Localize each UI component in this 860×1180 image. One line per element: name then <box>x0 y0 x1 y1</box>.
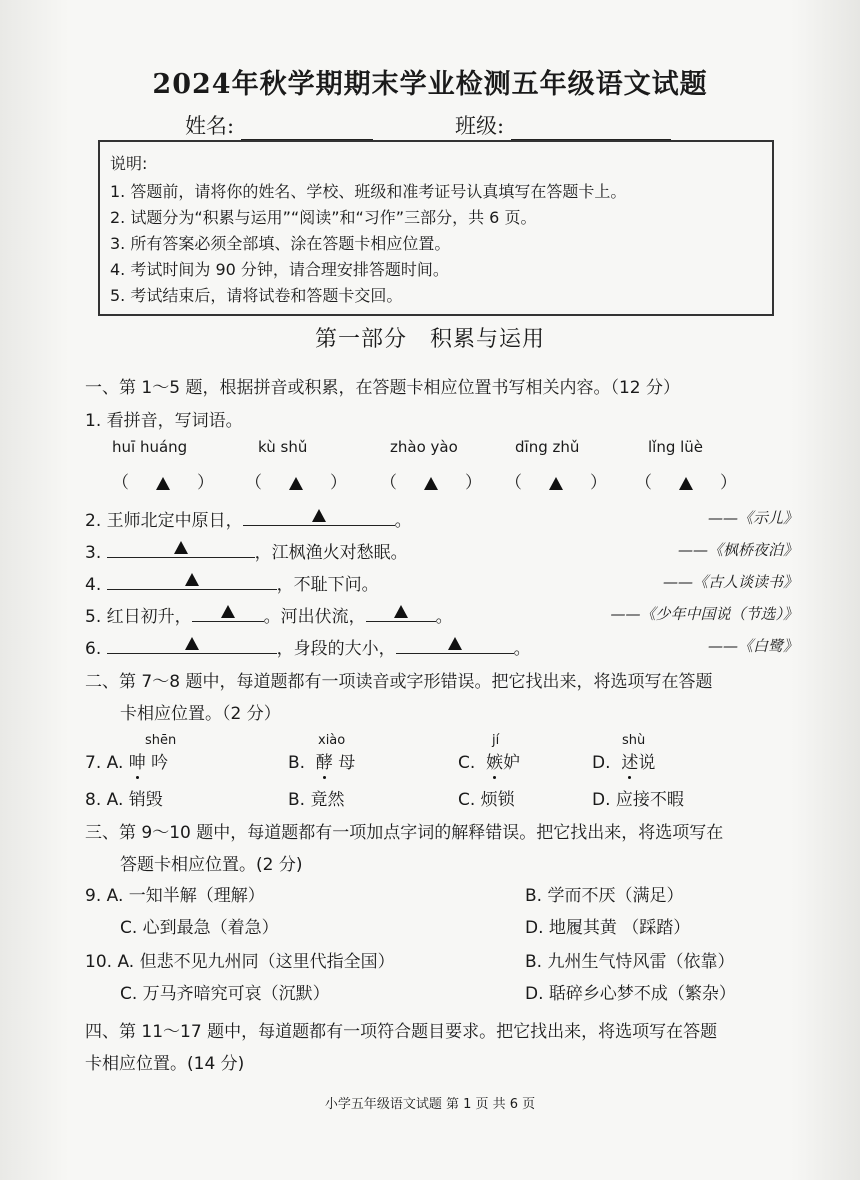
question-8-option-b: B. 竟然 <box>288 790 345 810</box>
question-6-text-c: 。 <box>513 639 531 659</box>
answer-box-1[interactable]: （ ） <box>112 473 215 493</box>
question-8-option-c: C. 烦锁 <box>458 790 515 810</box>
char: 母 <box>338 753 356 773</box>
dotted-char: 嫉 <box>486 753 504 773</box>
pinyin-annotation: xiào <box>318 733 346 748</box>
option-text: 销毁 <box>128 790 163 810</box>
part2-heading: 二、第 7～8 题中，每道题都有一项读音或字形错误。把它找出来，将选项写在答题 <box>85 672 713 692</box>
char: 妒 <box>503 753 521 773</box>
triangle-icon <box>394 605 408 618</box>
name-field <box>185 110 373 140</box>
answer-box-5[interactable]: （ ） <box>635 473 738 493</box>
question-1: 1. 看拼音，写词语。 <box>85 411 243 431</box>
source-title: ——《枫桥夜泊》 <box>677 541 798 559</box>
question-2-text: 2. 王师北定中原日， <box>85 511 243 531</box>
triangle-icon <box>221 605 235 618</box>
triangle-icon <box>448 637 462 650</box>
triangle-icon <box>289 477 303 490</box>
char: 说 <box>638 753 656 773</box>
question-6-number: 6. <box>85 639 102 659</box>
triangle-icon <box>549 477 563 490</box>
question-10-option-b: B. 九州生气恃风雷（依靠） <box>525 952 735 972</box>
class-label: 班级: <box>455 114 505 138</box>
part3-heading-cont: 答题卡相应位置。(2 分) <box>120 855 303 875</box>
question-2 <box>85 506 412 531</box>
answer-box-4[interactable]: （ ） <box>505 473 608 493</box>
pinyin-2: kù shǔ <box>258 438 308 456</box>
triangle-icon <box>312 509 326 522</box>
question-10-option-c: C. 万马齐喑究可哀（沉默） <box>120 984 330 1004</box>
part1-heading: 一、第 1～5 题，根据拼音或积累，在答题卡相应位置书写相关内容。（12 分） <box>85 378 680 398</box>
fill-blank[interactable] <box>107 639 277 654</box>
option-label: B. <box>288 753 306 773</box>
instructions-box <box>98 140 774 316</box>
question-7-option-d <box>592 748 655 773</box>
section-heading: 第一部分 积累与运用 <box>314 327 545 352</box>
triangle-icon <box>174 541 188 554</box>
fill-blank[interactable] <box>243 511 395 526</box>
question-7-option-b <box>288 748 355 773</box>
option-label: C. <box>458 753 476 773</box>
question-6 <box>85 634 531 659</box>
part2-heading-cont: 卡相应位置。（2 分） <box>120 704 281 724</box>
pinyin-annotation: shēn <box>145 733 177 748</box>
dotted-char: 呻 <box>128 753 146 773</box>
question-8-a-label: 8. A. <box>85 790 124 810</box>
instructions-heading: 说明: <box>110 154 148 173</box>
fill-blank[interactable] <box>107 575 277 590</box>
page-footer: 小学五年级语文试题 第 1 页 共 6 页 <box>324 1097 536 1112</box>
answer-box-3[interactable]: （ ） <box>380 473 483 493</box>
name-blank <box>241 119 373 140</box>
dotted-char: 酵 <box>315 753 333 773</box>
pinyin-5: lǐng lüè <box>648 438 704 456</box>
source-title: ——《白鹭》 <box>707 637 798 655</box>
pinyin-annotation: jí <box>492 733 500 748</box>
fill-blank[interactable] <box>366 607 436 622</box>
option-label: D. <box>592 753 611 773</box>
triangle-icon <box>185 637 199 650</box>
question-5 <box>85 602 453 627</box>
question-5-text-a: 5. 红日初升， <box>85 607 192 627</box>
question-10-option-a: 10. A. 但悲不见九州同（这里代指全国） <box>85 952 395 972</box>
triangle-icon <box>156 477 170 490</box>
question-8-option-d: D. 应接不暇 <box>592 790 684 810</box>
fill-blank[interactable] <box>192 607 264 622</box>
dotted-char: 述 <box>621 753 639 773</box>
instruction-item: 3. 所有答案必须全部填、涂在答题卡相应位置。 <box>110 234 451 253</box>
question-10-option-d: D. 聒碎乡心梦不成（繁杂） <box>525 984 736 1004</box>
part4-heading: 四、第 11～17 题中，每道题都有一项符合题目要求。把它找出来，将选项写在答题 <box>85 1022 718 1042</box>
fill-blank[interactable] <box>396 639 514 654</box>
class-blank <box>511 119 671 140</box>
question-9-option-c: C. 心到最急（着急） <box>120 918 279 938</box>
source-title: ——《示儿》 <box>707 509 798 527</box>
question-7-option-c <box>458 748 520 773</box>
pinyin-3: zhào yào <box>390 438 458 456</box>
source-title: ——《古人谈读书》 <box>662 573 798 591</box>
question-7-a-label: 7. A. <box>85 753 124 773</box>
question-6-text-b: ，身段的大小， <box>276 639 396 659</box>
class-field <box>455 110 671 140</box>
pinyin-annotation: shù <box>622 733 646 748</box>
char: 吟 <box>151 753 169 773</box>
question-4-number: 4. <box>85 575 102 595</box>
question-9-option-a: 9. A. 一知半解（理解） <box>85 886 265 906</box>
triangle-icon <box>424 477 438 490</box>
question-9-option-b: B. 学而不厌（满足） <box>525 886 684 906</box>
triangle-icon <box>185 573 199 586</box>
answer-box-2[interactable]: （ ） <box>245 473 348 493</box>
triangle-icon <box>679 477 693 490</box>
instruction-item: 1. 答题前，请将你的姓名、学校、班级和准考证号认真填写在答题卡上。 <box>110 182 627 201</box>
question-4-text: ，不耻下问。 <box>276 575 379 595</box>
question-3-text: ，江枫渔火对愁眠。 <box>254 543 408 563</box>
question-4 <box>85 570 379 595</box>
name-label: 姓名: <box>185 114 235 138</box>
part4-heading-cont: 卡相应位置。(14 分) <box>85 1054 245 1074</box>
instruction-item: 5. 考试结束后，请将试卷和答题卡交回。 <box>110 286 403 305</box>
question-3 <box>85 538 408 563</box>
instruction-item: 4. 考试时间为 90 分钟，请合理安排答题时间。 <box>110 260 449 279</box>
fill-blank[interactable] <box>107 543 255 558</box>
source-title: ——《少年中国说（节选）》 <box>610 605 798 623</box>
pinyin-4: dīng zhǔ <box>515 438 580 456</box>
pinyin-1: huī huáng <box>112 438 188 456</box>
exam-title: 2024年秋学期期末学业检测五年级语文试题 <box>152 69 708 100</box>
question-5-text-b: 。河出伏流， <box>263 607 366 627</box>
part3-heading: 三、第 9～10 题中，每道题都有一项加点字词的解释错误。把它找出来，将选项写在 <box>85 823 724 843</box>
instruction-item: 2. 试题分为“积累与运用”“阅读”和“习作”三部分，共 6 页。 <box>110 208 537 227</box>
question-3-number: 3. <box>85 543 102 563</box>
question-9-option-d: D. 地履其黄 （踩踏） <box>525 918 691 938</box>
question-7 <box>85 748 168 773</box>
question-2-end: 。 <box>394 511 412 531</box>
question-8 <box>85 785 163 810</box>
question-5-text-c: 。 <box>435 607 453 627</box>
